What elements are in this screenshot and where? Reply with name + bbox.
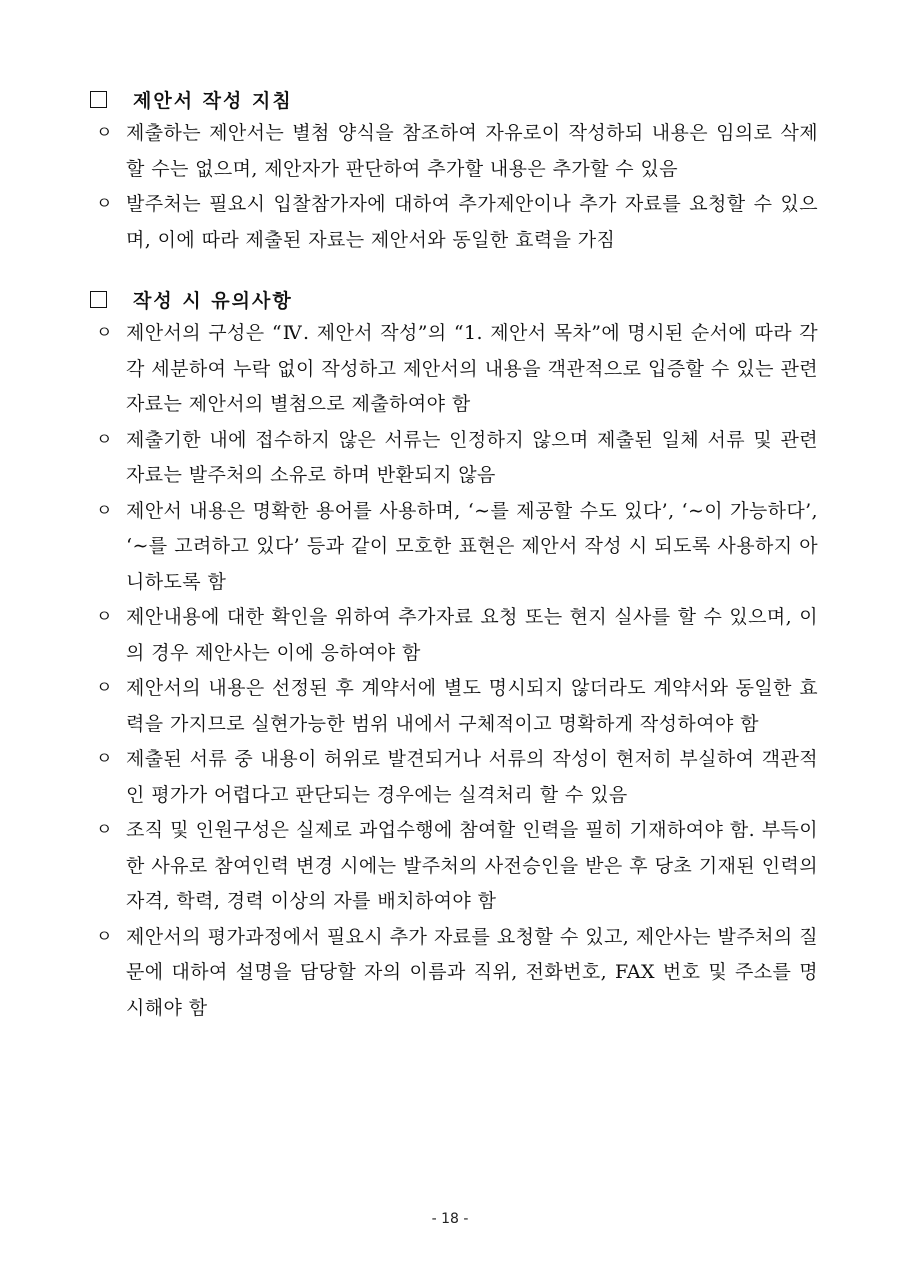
list-item-text: 조직 및 인원구성은 실제로 과업수행에 참여할 인력을 필히 기재하여야 함. 부득이한 사유로 참여인력 변경 시에는 발주처의 사전승인을 받은 후 당초 기재된 인력의 자격, 학력, 경력 이상의 자를 배치하여야 함 [126, 819, 818, 912]
list-item [88, 316, 818, 423]
section-heading [88, 82, 818, 116]
guideline-list [88, 116, 818, 258]
list-item-text: 발주처는 필요시 입찰참가자에 대하여 추가제안이나 추가 자료를 요청할 수 있으며, 이에 따라 제출된 자료는 제안서와 동일한 효력을 가짐 [126, 193, 818, 251]
bullet-circle-icon: ㅇ [96, 607, 113, 627]
list-item-text: 제출하는 제안서는 별첨 양식을 참조하여 자유로이 작성하되 내용은 임의로 삭제할 수는 없으며, 제안자가 판단하여 추가할 내용은 추가할 수 있음 [126, 122, 818, 180]
list-item-text: 제안서의 평가과정에서 필요시 추가 자료를 요청할 수 있고, 제안사는 발주처의 질문에 대하여 설명을 담당할 자의 이름과 직위, 전화번호, FAX 번호 및 주소를 명시해야 함 [126, 925, 818, 1019]
checkbox-square-icon [90, 91, 107, 108]
notes-list [88, 316, 818, 1026]
section-heading-text: 제안서 작성 지침 [133, 89, 293, 112]
list-item [88, 116, 818, 187]
list-item [88, 920, 818, 1027]
section-writing-notes [88, 282, 818, 1026]
bullet-circle-icon: ㅇ [96, 323, 113, 343]
bullet-circle-icon: ㅇ [96, 123, 113, 143]
checkbox-square-icon [90, 291, 107, 308]
list-item-text: 제출기한 내에 접수하지 않은 서류는 인정하지 않으며 제출된 일체 서류 및 관련 자료는 발주처의 소유로 하며 반환되지 않음 [126, 428, 818, 486]
page-number: - 18 - [431, 1211, 469, 1227]
list-item [88, 813, 818, 920]
list-item [88, 423, 818, 494]
list-item-text: 제안서의 내용은 선정된 후 계약서에 별도 명시되지 않더라도 계약서와 동일한 효력을 가지므로 실현가능한 범위 내에서 구체적이고 명확하게 작성하여야 함 [126, 677, 818, 735]
bullet-circle-icon: ㅇ [96, 194, 113, 214]
bullet-circle-icon: ㅇ [96, 749, 113, 769]
list-item [88, 671, 818, 742]
bullet-circle-icon: ㅇ [96, 820, 113, 840]
list-item [88, 600, 818, 671]
section-heading [88, 282, 818, 316]
list-item-text: 제안서의 구성은 “Ⅳ. 제안서 작성”의 “1. 제안서 목차”에 명시된 순서에 따라 각각 세분하여 누락 없이 작성하고 제안서의 내용을 객관적으로 입증할 수 있는 관련 자료는 제안서의 별첨으로 제출하여야 함 [126, 322, 818, 415]
list-item [88, 742, 818, 813]
section-heading-text: 작성 시 유의사항 [133, 289, 293, 312]
bullet-circle-icon: ㅇ [96, 500, 113, 521]
list-item-text: 제출된 서류 중 내용이 허위로 발견되거나 서류의 작성이 현저히 부실하여 객관적인 평가가 어렵다고 판단되는 경우에는 실격처리 할 수 있음 [126, 748, 818, 806]
bullet-circle-icon: ㅇ [96, 678, 113, 698]
bullet-circle-icon: ㅇ [96, 926, 113, 947]
list-item-text: 제안내용에 대한 확인을 위하여 추가자료 요청 또는 현지 실사를 할 수 있으며, 이의 경우 제안사는 이에 응하여야 함 [126, 606, 818, 664]
list-item [88, 187, 818, 258]
list-item-text: 제안서 내용은 명확한 용어를 사용하며, ‘∼를 제공할 수도 있다’, ‘∼이 가능하다’, ‘∼를 고려하고 있다’ 등과 같이 모호한 표현은 제안서 작성 시 되도록 사용하지 아니하도록 함 [126, 499, 818, 593]
section-proposal-guidelines [88, 82, 818, 258]
list-item [88, 494, 818, 601]
bullet-circle-icon: ㅇ [96, 429, 113, 450]
